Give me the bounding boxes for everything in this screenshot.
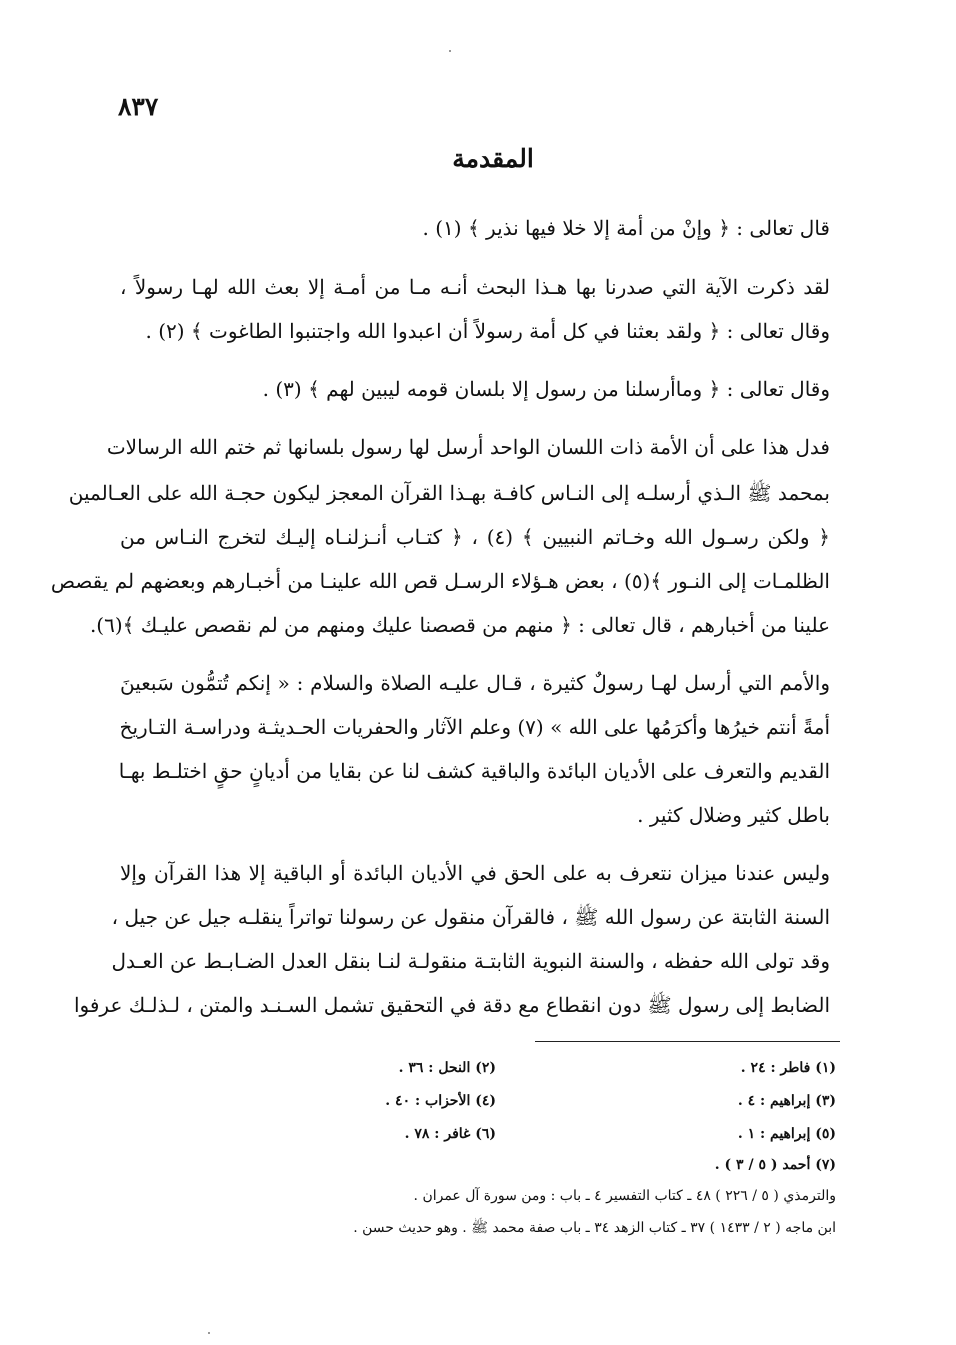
body-line: وقال تعالى : ﴿ وماأرسلنا من رسول إلا بلسان قومه ليبين لهم ﴾ (٣) . <box>262 377 830 401</box>
body-line: والأمم التي أرسل لهـا رسولٌ كثيرة ، قـال عليـه الصلاة والسلام : « إنكم تُتمُّون سَبعينَ <box>120 671 830 695</box>
body-line: لقد ذكرت الآية التي صدرنا بها هـذا البحث أنـه مـا من أمـة إلا بعث الله لهـا رسولاً ، <box>120 275 830 299</box>
footnote: (٧) أحمد ( ٥ / ٣ ) . <box>714 1157 836 1173</box>
body-line: علينا من أخبارهم ، قال تعالى : ﴿ منهم من قصصنا عليك ومنهم من لم نقصص عليـك ﴾(٦). <box>89 613 830 637</box>
body-line: الضابط إلى رسول ﷺ دون انقطاع مع دقة في التحقيق تشمل السـنـد والمتن ، لـذلـك عرفوا <box>73 993 830 1017</box>
footnote: (٣) إبراهيم : ٤ . <box>737 1093 836 1109</box>
body-line: القديم والتعرف على الأديان البائدة والباقية كشف لنا عن بقايا من أديانٍ حقٍ اختلـط بهـا <box>118 759 830 783</box>
footnote: ابن ماجه ( ٢ / ١٤٣٣ ) ٣٧ ـ كتاب الزهد ٣٤ ـ باب صفة محمد ﷺ . وهو حديث حسن . <box>353 1220 836 1236</box>
scan-speck <box>208 1332 210 1334</box>
footnote: والترمذي ( ٥ / ٢٢٦ ) ٤٨ ـ كتاب التفسير ٤ ـ باب : ومن سورة آل عمران . <box>413 1188 836 1204</box>
body-line: ﴿ ولكن رسـول الله وخـاتم النبيين ﴾ (٤) ، ﴿ كتـاب أنـزلنـاه إليـك لتخرج النـاس من <box>120 525 830 549</box>
body-line: الظلمـات إلى النـور ﴾(٥) ، بعض هـؤلاء الرسـل قص الله علينـا من أخبـارهم وبعضهم لم يقصص <box>50 569 830 593</box>
body-line: قال تعالى : ﴿ وإنْ من أمة إلا خلا فيها نذير ﴾ (١) . <box>422 216 830 240</box>
body-line: فدل هذا على أن الأمة ذات اللسان الواحد أرسل لها رسول بلسانها ثم ختم الله الرسالات <box>106 435 830 459</box>
body-line: السنة الثابتة عن رسول الله ﷺ ، فالقرآن منقول عن رسولنا تواتراً ينقلـه جيل عن جيل ، <box>111 905 830 929</box>
footnote: (١) فاطر : ٢٤ . <box>740 1060 836 1076</box>
footnote: (٢) النحل : ٣٦ . <box>398 1060 496 1076</box>
page-number: ٨٣٧ <box>118 92 159 121</box>
footnote: (٥) إبراهيم : ١ . <box>737 1126 836 1142</box>
body-line: وقد تولى الله حفظه ، والسنة النبوية الثابتـة منقولـة لنـا بنقل العدل الضـابـط عن العـدل <box>111 949 830 973</box>
footnote: (٤) الأحزاب : ٤٠ . <box>385 1093 496 1109</box>
body-line: وليس عندنا ميزان نتعرف به على الحق في الأديان البائدة أو الباقية إلا هذا القرآن وإلا <box>120 861 830 885</box>
body-line: وقال تعالى : ﴿ ولقد بعثنا في كل أمة رسولاً أن اعبدوا الله واجتنبوا الطاغوت ﴾ (٢) . <box>145 319 830 343</box>
footnote-separator <box>535 1041 840 1042</box>
page-title: المقدمة <box>452 144 534 173</box>
body-line: باطل كثير وضلال كثير . <box>637 803 830 827</box>
body-line: بمحمد ﷺ الـذي أرسلـه إلى النـاس كافـة بهـذا القرآن المعجز ليكون حجـة الله على العـالمين <box>68 481 830 505</box>
body-line: أمةً أنتم خيرُها وأكرَمُها على الله » (٧) وعلم الآثار والحفريات الحـديثـة ودراسـة التـاريخ <box>119 715 830 739</box>
scan-speck <box>449 50 451 52</box>
footnote: (٦) غافر : ٧٨ . <box>404 1126 496 1142</box>
